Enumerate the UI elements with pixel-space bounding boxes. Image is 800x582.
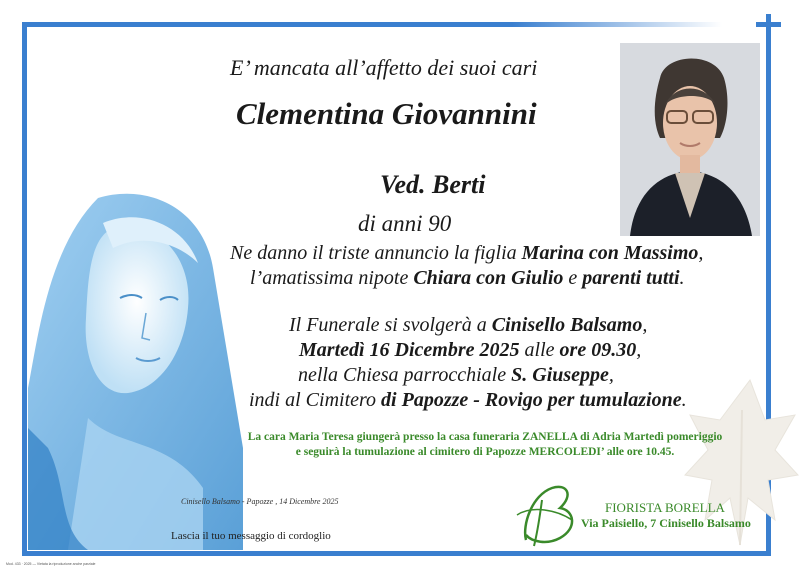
frame-top-border bbox=[22, 22, 722, 27]
place-date: Cinisello Balsamo - Papozze , 14 Dicembre 2025 bbox=[181, 497, 339, 506]
frame-bottom-border bbox=[22, 551, 771, 556]
note-line-2: e seguirà la tumulazione al cimitero di Papozze MERCOLEDI’ alle ore 10.45. bbox=[295, 446, 675, 458]
announcement-line-2: l’amatissima nipote Chiara con Giulio e parenti tutti. bbox=[250, 267, 685, 289]
announcement-line-1: Ne danno il triste annuncio la figlia Marina con Massimo, bbox=[230, 242, 704, 264]
deceased-name: Clementina Giovannini bbox=[236, 96, 537, 131]
note-line-1: La cara Maria Teresa giungerà presso la casa funeraria ZANELLA di Adria Martedì pomeriggio bbox=[247, 431, 723, 443]
funeral-line-2: Martedì 16 Dicembre 2025 alle ore 09.30, bbox=[299, 339, 642, 361]
florist-name: FIORISTA BORELLA bbox=[605, 500, 725, 515]
funeral-line-4: indi al Cimitero di Papozze - Rovigo per tumulazione. bbox=[249, 389, 687, 411]
florist-address: Via Paisiello, 7 Cinisello Balsamo bbox=[581, 516, 751, 530]
portrait-photo bbox=[620, 43, 760, 236]
widow-note: Ved. Berti bbox=[380, 170, 486, 199]
intro-line: E’ mancata all’affetto dei suoi cari bbox=[230, 55, 538, 80]
condolence-message-link[interactable]: Lascia il tuo messaggio di cordoglio bbox=[171, 530, 331, 542]
footnote: Mod. 433 · 2025 — Vietata la riproduzione anche parziale bbox=[6, 562, 96, 566]
florist-monogram-logo bbox=[512, 480, 584, 550]
funeral-line-1: Il Funerale si svolgerà a Cinisello Balsamo, bbox=[289, 314, 648, 336]
frame-left-border bbox=[22, 22, 27, 554]
age-line: di anni 90 bbox=[358, 211, 452, 236]
madonna-illustration bbox=[28, 188, 243, 550]
funeral-line-3: nella Chiesa parrocchiale S. Giuseppe, bbox=[298, 364, 614, 386]
